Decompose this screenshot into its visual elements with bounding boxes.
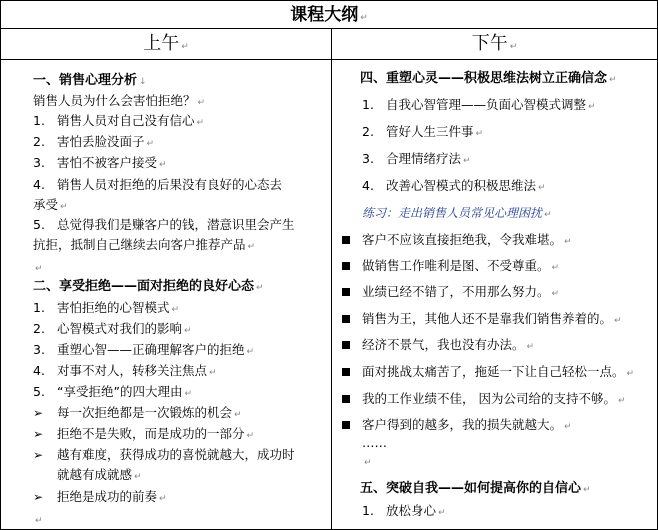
- morning-heading: 上午 ↵: [1, 29, 331, 60]
- square-bullet-icon: [342, 368, 350, 376]
- section-1-question: 销售人员为什么会害怕拒绝？ ↵: [33, 93, 206, 108]
- square-bullet-icon: [342, 288, 350, 296]
- list-item: 1. 自我心智管理——负面心智模式调整 ↵: [362, 97, 596, 112]
- arrow-bullet-icon: ➢: [33, 490, 44, 504]
- bullet-item: 经济不景气，我也没有办法。 ↵: [342, 337, 534, 355]
- section-1-title: 一、销售心理分析 ↓: [33, 73, 147, 88]
- list-item: 2. 管好人生三件事 ↵: [362, 124, 484, 139]
- list-item-continued: 承受 ↵: [33, 197, 68, 212]
- list-item: 3. 合理情绪疗法 ↵: [362, 151, 471, 166]
- blank-paragraph: ↵: [35, 516, 43, 526]
- square-bullet-icon: [342, 315, 350, 323]
- section-4-title: 四、重塑心灵——积极思维法树立正确信念 ↵: [360, 71, 617, 86]
- afternoon-column: [332, 29, 657, 529]
- list-item: 1. 销售人员对自己没有信心 ↵: [33, 113, 205, 128]
- list-item: 2. 心智模式对我们的影响 ↵: [33, 321, 192, 336]
- bullet-item: 客户得到的越多，我的损失就越大。 ↵: [342, 417, 572, 435]
- arrow-bullet-icon: ➢: [33, 427, 44, 441]
- bullet-item: 业绩已经不错了，不用那么努力。 ↵: [342, 284, 559, 302]
- bullet-item: 做销售工作唯利是图、不受尊重。 ↵: [342, 258, 559, 276]
- arrow-item-continued: 就越有成就感 ↵: [57, 467, 142, 482]
- square-bullet-icon: [342, 395, 350, 403]
- square-bullet-icon: [342, 262, 350, 270]
- section-2-title: 二、享受拒绝——面对拒绝的良好心态 ↵: [33, 279, 264, 294]
- list-item: 3. 重塑心智——正确理解客户的拒绝 ↵: [33, 342, 255, 357]
- list-item: 1. 放松身心 ↵: [362, 503, 446, 518]
- arrow-bullet-icon: ➢: [33, 406, 44, 420]
- bullet-item: 客户不应该直接拒绝我，令我难堪。 ↵: [342, 232, 572, 250]
- arrow-item: ➢ 拒绝不是失败，而是成功的一部分 ↵: [33, 426, 255, 441]
- list-item: 1. 害怕拒绝的心智模式 ↵: [33, 300, 180, 315]
- list-item: 3. 害怕不被客户接受 ↵: [33, 155, 167, 170]
- square-bullet-icon: [342, 421, 350, 429]
- outline-title: 课程大纲 ↵: [0, 0, 658, 29]
- bullet-item: 我的工作业绩不佳， 因为公司给的支持不够。 ↵: [342, 391, 626, 409]
- ellipsis-line: ……: [362, 435, 387, 450]
- arrow-item: ➢ 拒绝是成功的前奏 ↵: [33, 489, 167, 504]
- square-bullet-icon: [342, 341, 350, 349]
- morning-column: [1, 29, 332, 529]
- list-item: 2. 害怕丢脸没面子 ↵: [33, 134, 155, 149]
- afternoon-heading: 下午 ↵: [332, 29, 657, 60]
- list-item: 4. 销售人员对拒绝的后果没有良好的心态去: [33, 177, 283, 192]
- arrow-item: ➢ 每一次拒绝都是一次锻炼的机会 ↵: [33, 405, 242, 420]
- blank-paragraph: ↵: [364, 458, 372, 468]
- outline-title-text: 课程大纲: [290, 5, 359, 25]
- list-item: 4. 对事不对人，转移关注焦点 ↵: [33, 363, 217, 378]
- arrow-item: ➢ 越有难度，获得成功的喜悦就越大，成功时: [33, 447, 295, 462]
- bullet-item: 面对挑战太痛苦了，拖延一下让自己轻松一点。 ↵: [342, 364, 634, 382]
- list-item: 5. “享受拒绝”的四大理由 ↵: [33, 384, 192, 399]
- outline-table: [0, 28, 658, 530]
- square-bullet-icon: [342, 236, 350, 244]
- list-item-continued: 抗拒，抵制自己继续去向客户推荐产品 ↵: [33, 237, 256, 252]
- list-item: 5. 总觉得我们是赚客户的钱，潜意识里会产生: [33, 217, 295, 232]
- practice-note: 练习：走出销售人员常见心理困扰 ↵: [362, 206, 552, 220]
- list-item: 4. 改善心智模式的积极思维法 ↵: [362, 178, 546, 193]
- section-5-title: 五、突破自我——如何提高你的自信心 ↵: [360, 481, 591, 496]
- arrow-bullet-icon: ➢: [33, 448, 44, 462]
- blank-paragraph: ↵: [35, 264, 43, 274]
- bullet-item: 销售为王，其他人还不是靠我们销售养着的。 ↵: [342, 311, 622, 329]
